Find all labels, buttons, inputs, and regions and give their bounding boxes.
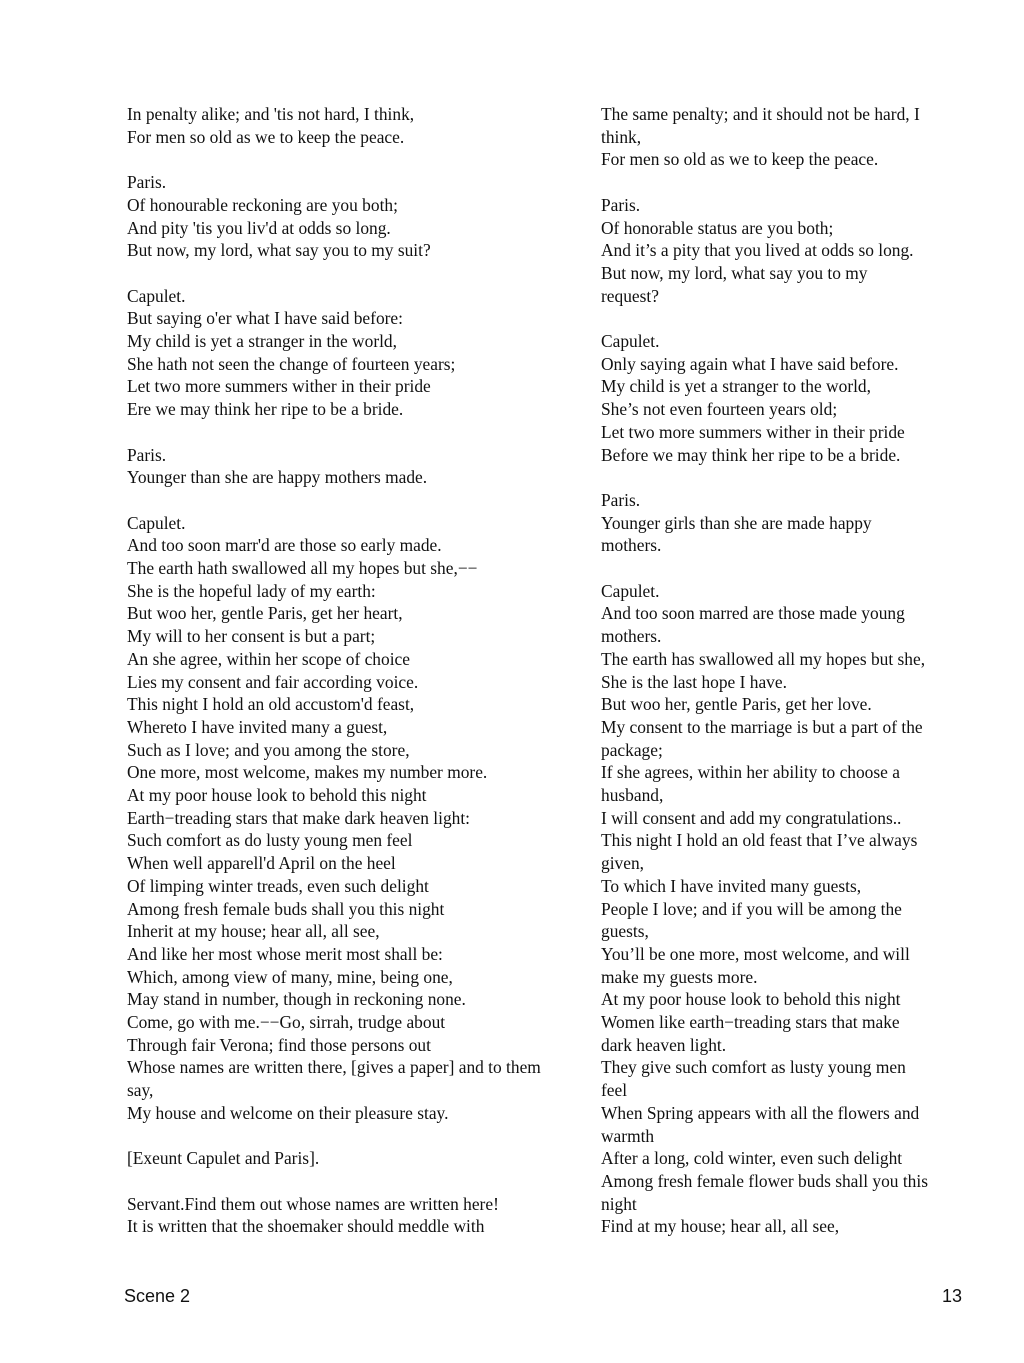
modern-text-column: [601, 103, 966, 1238]
modern-text-line: If she agrees, within her ability to choose a: [601, 762, 900, 783]
original-text-line: But saying o'er what I have said before:: [127, 308, 403, 329]
original-text-line: One more, most welcome, makes my number more.: [127, 762, 488, 783]
modern-text-line: For men so old as we to keep the peace.: [601, 149, 879, 170]
original-text-line: Which, among view of many, mine, being one,: [127, 966, 453, 987]
modern-text-line: mothers.: [601, 626, 662, 647]
original-text-line: Come, go with me.−−Go, sirrah, trudge about: [127, 1012, 446, 1033]
original-text-line: Of honourable reckoning are you both;: [127, 194, 398, 215]
modern-text-line: package;: [601, 739, 663, 760]
original-text-line: And pity 'tis you liv'd at odds so long.: [127, 217, 391, 238]
modern-text-line: dark heaven light.: [601, 1034, 727, 1055]
original-text-line: In penalty alike; and 'tis not hard, I think,: [127, 104, 415, 124]
original-text-line: Ere we may think her ripe to be a bride.: [127, 399, 404, 420]
modern-text-line: And too soon marred are those made young: [601, 603, 905, 624]
modern-text-line: She is the last hope I have.: [601, 671, 787, 692]
original-text-line: say,: [127, 1080, 154, 1101]
original-text-line: Inherit at my house; hear all, all see,: [127, 921, 380, 942]
original-text-line: She hath not seen the change of fourteen years;: [127, 353, 456, 374]
original-text-line: Whereto I have invited many a guest,: [127, 716, 388, 737]
modern-text-line: make my guests more.: [601, 966, 758, 987]
original-text-line: My child is yet a stranger in the world,: [127, 331, 397, 351]
modern-text-line: This night I hold an old feast that I’ve always: [601, 830, 918, 851]
modern-text-line: feel: [601, 1080, 628, 1101]
modern-text-line: Paris.: [601, 194, 641, 215]
modern-text-line: Younger girls than she are made happy: [601, 512, 872, 533]
modern-text-line: Capulet.: [601, 580, 660, 601]
modern-text-line: You’ll be one more, most welcome, and will: [601, 943, 910, 964]
modern-text-line: think,: [601, 126, 642, 147]
original-text-line: [127, 489, 592, 512]
modern-text-line: [601, 171, 966, 194]
modern-text-line: After a long, cold winter, even such delight: [601, 1148, 903, 1169]
original-text-line: Capulet.: [127, 512, 186, 533]
original-text-line: It is written that the shoemaker should meddle with: [127, 1216, 485, 1237]
modern-text-line: To which I have invited many guests,: [601, 875, 862, 896]
original-text-column: [127, 103, 592, 1238]
original-text-line: Lies my consent and fair according voice.: [127, 671, 419, 692]
modern-text-line: mothers.: [601, 535, 662, 556]
modern-text-line: warmth: [601, 1125, 655, 1146]
original-text-line: But woo her, gentle Paris, get her heart,: [127, 603, 403, 624]
original-text-line: At my poor house look to behold this night: [127, 785, 427, 806]
modern-text-line: Find at my house; hear all, all see,: [601, 1216, 840, 1237]
original-text-line: Let two more summers wither in their pride: [127, 376, 431, 397]
original-text-line: Such as I love; and you among the store,: [127, 739, 410, 760]
modern-text-line: Of honorable status are you both;: [601, 217, 834, 238]
modern-text-line: [601, 557, 966, 580]
modern-text-line: At my poor house look to behold this night: [601, 989, 901, 1010]
original-text-line: Through fair Verona; find those persons out: [127, 1034, 431, 1055]
original-text-line: [127, 421, 592, 444]
original-text-line: Capulet.: [127, 285, 186, 306]
original-text-line: And too soon marr'd are those so early made.: [127, 535, 442, 556]
original-text-line: [Exeunt Capulet and Paris].: [127, 1148, 320, 1169]
original-text-line: But now, my lord, what say you to my suit?: [127, 240, 431, 261]
modern-text-line: But woo her, gentle Paris, get her love.: [601, 694, 872, 715]
modern-text-line: People I love; and if you will be among the: [601, 898, 902, 919]
modern-text-line: Only saying again what I have said before.: [601, 353, 899, 374]
modern-text-line: She’s not even fourteen years old;: [601, 399, 838, 420]
original-text-line: My house and welcome on their pleasure stay.: [127, 1102, 449, 1123]
original-text-line: Earth−treading stars that make dark heaven light:: [127, 807, 471, 828]
modern-text-line: Paris.: [601, 489, 641, 510]
original-text-line: She is the hopeful lady of my earth:: [127, 580, 376, 601]
original-text-line: This night I hold an old accustom'd feast,: [127, 694, 415, 715]
original-text-line: When well apparell'd April on the heel: [127, 853, 396, 874]
original-text-line: Servant.Find them out whose names are written here!: [127, 1193, 499, 1214]
modern-text-line: I will consent and add my congratulations..: [601, 807, 902, 828]
page-number: 13: [941, 1286, 962, 1306]
original-text-line: [127, 1125, 592, 1148]
original-text-line: Whose names are written there, [gives a paper] and to them: [127, 1057, 541, 1078]
modern-text-line: guests,: [601, 921, 649, 942]
modern-text-line: Let two more summers wither in their pride: [601, 421, 905, 442]
original-text-line: Paris.: [127, 444, 167, 465]
footer-section-label: Scene 2: [124, 1286, 191, 1306]
modern-text-line: But now, my lord, what say you to my: [601, 262, 868, 283]
modern-text-line: The earth has swallowed all my hopes but she,: [601, 648, 926, 669]
original-text-line: [127, 148, 592, 171]
original-text-line: And like her most whose merit most shall be:: [127, 943, 443, 964]
modern-text-line: Among fresh female flower buds shall you this: [601, 1170, 928, 1191]
modern-text-line: And it’s a pity that you lived at odds so long.: [601, 240, 914, 261]
original-text-line: An she agree, within her scope of choice: [127, 648, 410, 669]
original-text-line: [127, 262, 592, 285]
original-text-line: Such comfort as do lusty young men feel: [127, 830, 413, 851]
modern-text-line: The same penalty; and it should not be hard, I: [601, 104, 920, 124]
original-text-line: [127, 1170, 592, 1193]
original-text-line: My will to her consent is but a part;: [127, 626, 376, 647]
modern-text-line: Women like earth−treading stars that make: [601, 1012, 900, 1033]
modern-text-line: Before we may think her ripe to be a bride.: [601, 444, 901, 465]
modern-text-line: given,: [601, 853, 644, 874]
modern-text-line: When Spring appears with all the flowers and: [601, 1102, 920, 1123]
original-text-line: Paris.: [127, 172, 167, 193]
original-text-line: Among fresh female buds shall you this night: [127, 898, 445, 919]
original-text-line: Of limping winter treads, even such delight: [127, 875, 429, 896]
modern-text-line: Capulet.: [601, 331, 660, 351]
modern-text-line: [601, 307, 966, 330]
original-text-line: The earth hath swallowed all my hopes but she,−−: [127, 558, 478, 578]
modern-text-line: night: [601, 1193, 637, 1214]
modern-text-line: request?: [601, 285, 659, 306]
modern-text-line: My child is yet a stranger to the world,: [601, 376, 871, 397]
modern-text-line: husband,: [601, 785, 664, 806]
modern-text-line: [601, 466, 966, 489]
original-text-line: May stand in number, though in reckoning none.: [127, 989, 466, 1010]
modern-text-line: My consent to the marriage is but a part of the: [601, 716, 923, 737]
original-text-line: Younger than she are happy mothers made.: [127, 467, 428, 488]
modern-text-line: They give such comfort as lusty young men: [601, 1057, 906, 1078]
original-text-line: For men so old as we to keep the peace.: [127, 126, 405, 147]
